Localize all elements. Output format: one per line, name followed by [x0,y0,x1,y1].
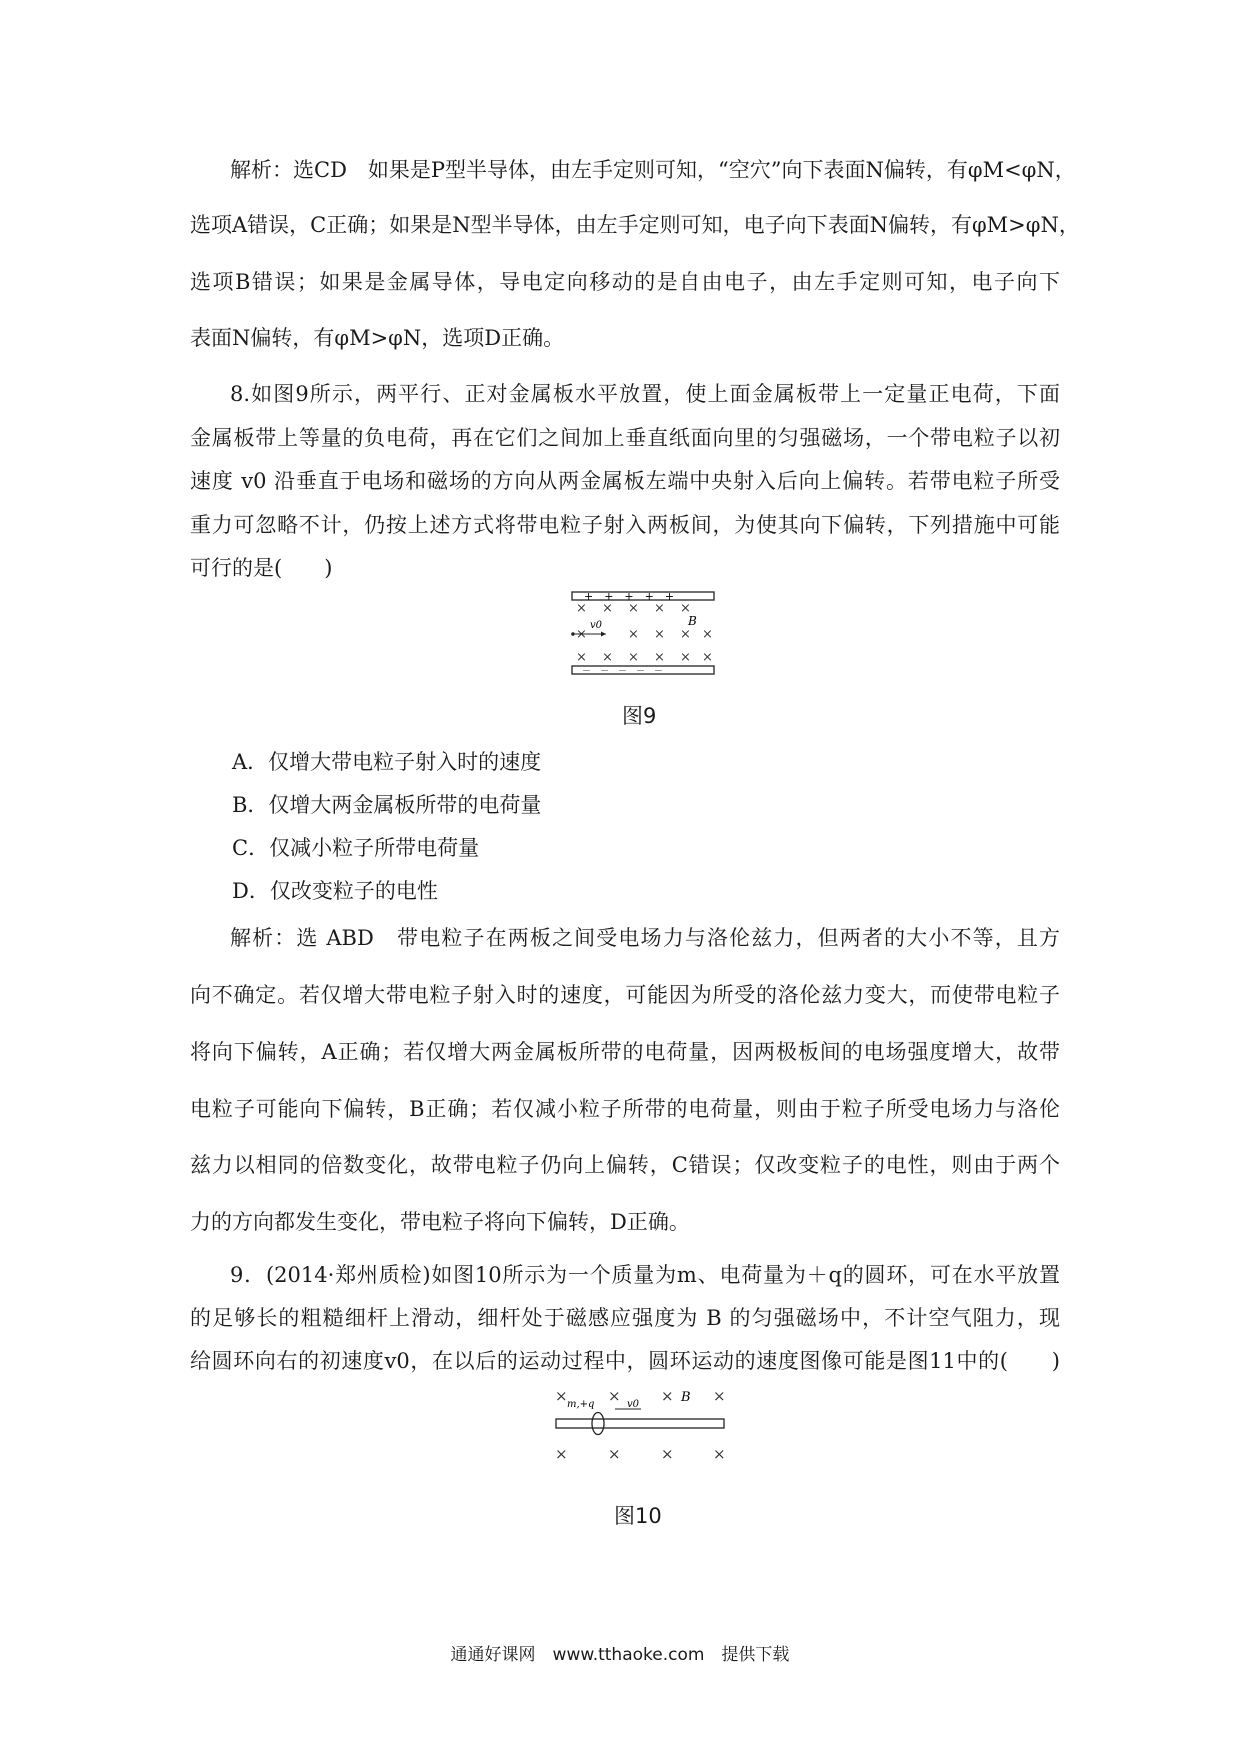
magnetic-field-crosses [576,601,713,665]
q9-line-2: 的足够长的粗糙细杆上滑动，细杆处于磁感应强度为 B 的匀强磁场中，不计空气阻力，现 [190,1306,1060,1330]
q8-analysis-line-1: 解析：选 ABD 带电粒子在两板之间受电场力与洛伦兹力，但两者的大小不等，且方 [230,926,1060,950]
ring [592,1413,604,1435]
q8-analysis-line-3: 将向下偏转，A正确；若仅增大两金属板所带的电荷量，因两极板间的电场强度增大，故带 [190,1040,1060,1064]
field-cross: × [555,1445,568,1463]
field-cross: × [654,627,665,642]
q8-analysis-line-5: 兹力以相同的倍数变化，故带电粒子仍向上偏转，C错误；仅改变粒子的电性，则由于两个 [190,1153,1060,1177]
field-cross: × [702,627,713,642]
field-cross: × [680,650,691,665]
field-cross: × [608,1445,621,1463]
field-cross: × [713,1387,726,1405]
q9-line-3: 给圆环向右的初速度v0，在以后的运动过程中，圆环运动的速度图像可能是图11中的( ) [190,1349,1060,1373]
field-cross: × [602,601,613,616]
field-cross: × [661,1445,674,1463]
magnetic-field-label: B [688,614,697,628]
top-plate-charges: + + + + + [584,590,675,603]
rough-rod [556,1419,724,1428]
velocity-arrowhead [601,632,606,637]
field-cross: × [576,627,587,642]
option-a: A．仅增大带电粒子射入时的速度 [232,750,542,774]
field-cross: × [713,1445,726,1463]
q8-line-1: 8.如图9所示，两平行、正对金属板水平放置，使上面金属板带上一定量正电荷，下面 [230,382,1060,406]
field-cross: × [555,1387,568,1405]
option-b: B．仅增大两金属板所带的电荷量 [232,793,542,817]
field-cross: × [654,650,665,665]
q7-analysis-line-2: 选项A错误，C正确；如果是N型半导体，由左手定则可知，电子向下表面N偏转，有φM>φN， [190,213,1080,237]
field-cross: × [602,650,613,665]
q8-analysis-line-6: 力的方向都发生变化，带电粒子将向下偏转，D正确。 [190,1210,690,1234]
q7-analysis-line-4: 表面N偏转，有φM>φN，选项D正确。 [190,326,565,350]
q8-analysis-line-2: 向不确定。若仅增大带电粒子射入时的速度，可能因为所受的洛伦兹力变大，而使带电粒子 [190,983,1060,1007]
q7-analysis-line-3: 选项B错误；如果是金属导体，导电定向移动的是自由电子，由左手定则可知，电子向下 [190,270,1060,294]
velocity-label: v0 [627,1399,640,1410]
charged-particle [571,632,575,636]
field-cross: × [576,650,587,665]
option-c: C．仅减小粒子所带电荷量 [232,836,480,860]
field-cross: × [608,1387,621,1405]
field-cross: × [702,650,713,665]
figure-10-caption: 图10 [614,1504,662,1528]
q8-analysis-line-4: 电粒子可能向下偏转，B正确；若仅减小粒子所带的电荷量，则由于粒子所受电场力与洛伦 [190,1097,1060,1121]
option-d: D．仅改变粒子的电性 [232,879,438,903]
q7-analysis-line-1: 解析：选CD 如果是P型半导体，由左手定则可知，“空穴”向下表面N偏转，有φM<φN， [230,158,1076,182]
field-cross: × [628,650,639,665]
field-cross: × [628,601,639,616]
field-cross: × [680,601,691,616]
field-cross: × [680,627,691,642]
field-cross: × [654,601,665,616]
ring-mass-charge-label: m,+q [567,1399,595,1410]
figure-9-plates-diagram [570,590,720,680]
field-cross: × [628,627,639,642]
q8-line-5: 可行的是( ) [190,556,333,580]
page-footer: 通通好课网 www.tthaoke.com 提供下载 [450,1645,790,1665]
figure-9-caption: 图9 [622,704,657,728]
field-cross: × [576,601,587,616]
figure-10-ring-rod-diagram [555,1385,735,1485]
q8-line-2: 金属板带上等量的负电荷，再在它们之间加上垂直纸面向里的匀强磁场，一个带电粒子以初 [190,426,1060,450]
q8-line-4: 重力可忽略不计，仍按上述方式将带电粒子射入两板间，为使其向下偏转，下列措施中可能 [190,513,1060,537]
field-cross: × [661,1387,674,1405]
velocity-label: v0 [590,620,603,631]
q8-line-3: 速度 v0 沿垂直于电场和磁场的方向从两金属板左端中央射入后向上偏转。若带电粒子所受 [190,469,1060,493]
magnetic-field-label: B [681,1390,691,1405]
q9-line-1: 9．(2014·郑州质检)如图10所示为一个质量为m、电荷量为＋q的圆环，可在水平放置 [230,1263,1060,1287]
bottom-plate-charges: － － － － － [582,667,664,677]
